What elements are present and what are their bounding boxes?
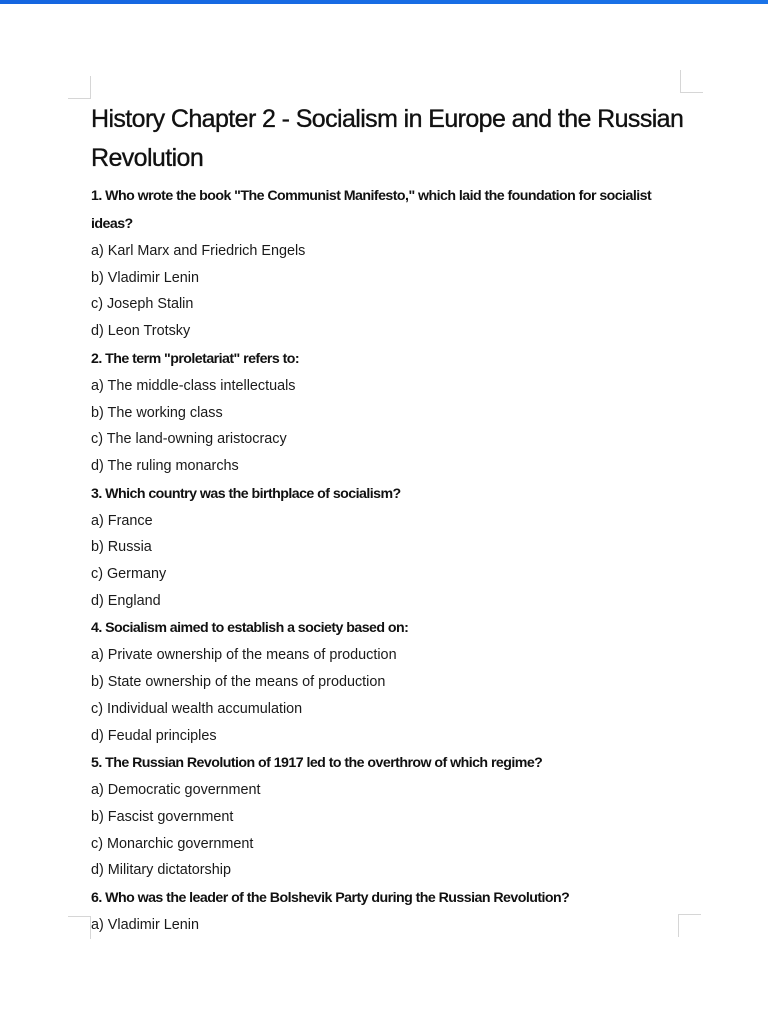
answer-option: a) Karl Marx and Friedrich Engels (91, 243, 306, 259)
question-block-2 (91, 345, 691, 480)
question-text: 6. Who was the leader of the Bolshevik Party during the Russian Revolution? (91, 890, 570, 907)
answer-option: b) State ownership of the means of production (91, 674, 386, 691)
question-text: 2. The term "proletariat" refers to: (91, 350, 300, 367)
answer-option: a) Private ownership of the means of production (91, 647, 397, 664)
question-text: 4. Socialism aimed to establish a society based on: (91, 620, 409, 637)
answer-option: c) Monarchic government (91, 835, 254, 852)
question-text: 5. The Russian Revolution of 1917 led to the overthrow of which regime? (91, 755, 543, 772)
question-text: 1. Who wrote the book "The Communist Manifesto," which laid the foundation for socialist ideas? (91, 188, 652, 232)
question-block-6 (91, 884, 691, 939)
crop-mark-top-left (68, 76, 91, 99)
answer-option: b) Fascist government (91, 808, 234, 825)
answer-option: d) England (91, 592, 161, 609)
answer-option: c) Germany (91, 566, 167, 583)
question-block-1 (91, 182, 691, 345)
document-title: History Chapter 2 - Socialism in Europe and the Russian Revolution (91, 105, 684, 172)
answer-option: a) Vladimir Lenin (91, 917, 199, 934)
question-text: 3. Which country was the birthplace of socialism? (91, 485, 401, 502)
answer-option: c) Individual wealth accumulation (91, 700, 303, 717)
answer-option: d) Leon Trotsky (91, 323, 191, 340)
answer-option: c) Joseph Stalin (91, 296, 194, 313)
document-page (91, 100, 691, 939)
answer-option: d) The ruling monarchs (91, 457, 239, 474)
answer-option: a) France (91, 512, 153, 529)
crop-mark-top-right (680, 70, 703, 93)
question-block-4 (91, 614, 691, 749)
answer-option: b) The working class (91, 404, 223, 421)
crop-mark-bottom-left (68, 916, 91, 939)
question-block-3 (91, 480, 691, 615)
answer-option: d) Feudal principles (91, 727, 217, 744)
answer-option: c) The land-owning aristocracy (91, 431, 287, 448)
question-block-5 (91, 749, 691, 884)
answer-option: a) Democratic government (91, 782, 261, 799)
answer-option: d) Military dictatorship (91, 862, 231, 879)
answer-option: b) Russia (91, 539, 152, 556)
answer-option: b) Vladimir Lenin (91, 269, 199, 286)
top-accent-bar (0, 0, 768, 4)
answer-option: a) The middle-class intellectuals (91, 377, 296, 394)
